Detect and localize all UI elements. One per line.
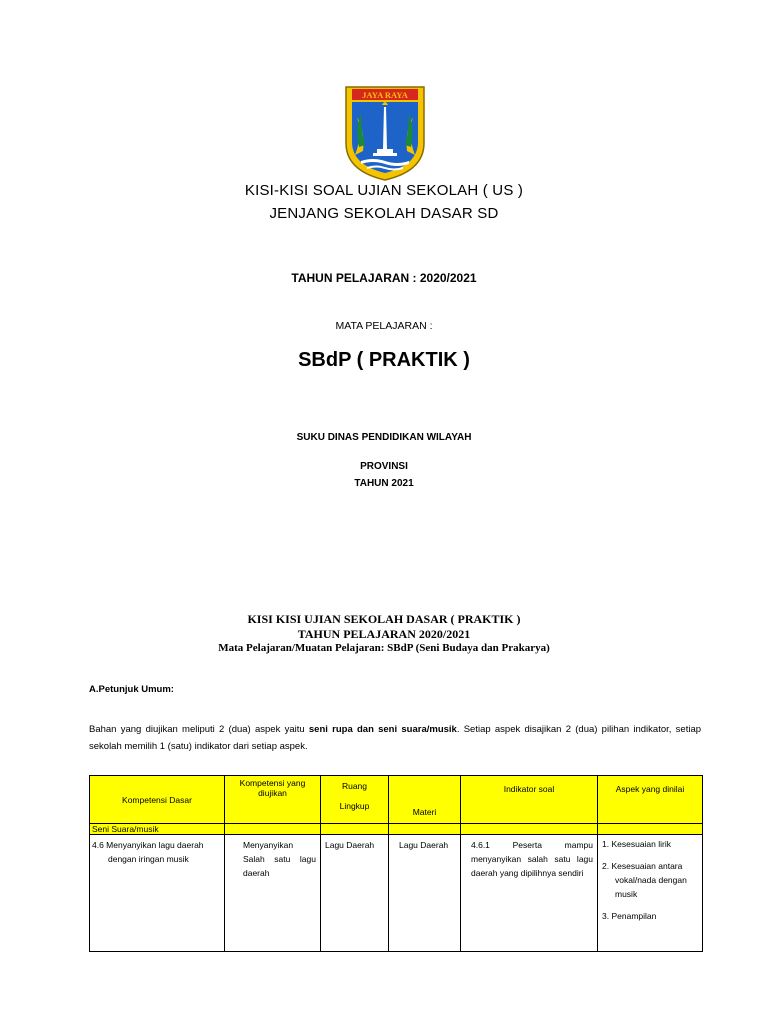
header-kompetensi-diujikan: Kompetensi yang diujikan: [225, 776, 321, 824]
section-empty-cell: [598, 824, 703, 835]
jaya-raya-emblem-logo: [343, 85, 427, 181]
aspek-item: 3. Penampilan: [602, 911, 657, 921]
intro-paragraph: [89, 721, 701, 755]
cell-materi: Lagu Daerah: [389, 835, 461, 952]
section-empty-cell: [389, 824, 461, 835]
cell-indikator-soal: 4.6.1 Peserta mampu menyanyikan salah satu lagu daerah yang dipilihnya sendiri: [461, 835, 598, 952]
section-empty-cell: [225, 824, 321, 835]
cell-kompetensi-dasar: 4.6 Menyanyikan lagu daerah dengan iringan musik: [90, 835, 225, 952]
mata-pelajaran-label: MATA PELAJARAN :: [335, 320, 433, 332]
subheader-line-1: KISI KISI UJIAN SEKOLAH DASAR ( PRAKTIK ): [247, 612, 521, 626]
subject-title: SBdP ( PRAKTIK ): [298, 349, 470, 371]
section-empty-cell: [461, 824, 598, 835]
subheader-line-2: TAHUN PELAJARAN 2020/2021: [297, 627, 471, 641]
kisi-kisi-table: [89, 775, 703, 952]
section-empty-cell: [321, 824, 389, 835]
header-indikator-soal: Indikator soal: [461, 776, 598, 824]
header-aspek-dinilai: Aspek yang dinilai: [598, 776, 703, 824]
cell-aspek-dinilai: [598, 835, 703, 952]
subheader-line-3: Mata Pelajaran/Muatan Pelajaran: SBdP (Seni Budaya dan Prakarya): [218, 642, 550, 654]
suku-dinas: SUKU DINAS PENDIDIKAN WILAYAH: [296, 432, 472, 443]
aspek-list: [602, 837, 698, 923]
section-label-seni-suara: Seni Suara/musik: [90, 824, 225, 835]
cell-ruang-lingkup: Lagu Daerah: [321, 835, 389, 952]
aspek-item: 2. Kesesuaian antara vokal/nada dengan musik: [602, 861, 687, 899]
cell-kompetensi-diujikan: Menyanyikan Salah satu lagu daerah: [225, 835, 321, 952]
header-materi: Materi: [389, 776, 461, 824]
logo-banner-text: JAYA RAYA: [362, 90, 408, 100]
provinsi: PROVINSI: [360, 461, 408, 472]
aspek-item: 1. Kesesuaian lirik: [602, 839, 671, 849]
title-line-2: JENJANG SEKOLAH DASAR SD: [269, 205, 499, 222]
intro-text-2: . Setiap aspek disajikan 2 (dua) pilihan indikator, setiap sekolah memilih 1 (satu) indikator dari setiap aspek.: [89, 724, 702, 752]
tahun: TAHUN 2021: [354, 478, 414, 489]
header-ruang-lingkup: Ruang Lingkup: [321, 776, 389, 824]
intro-text-bold: seni rupa dan seni suara/musik: [308, 724, 457, 735]
intro-text-1: Bahan yang diujikan meliputi 2 (dua) aspek yaitu: [89, 724, 309, 735]
petunjuk-heading: A.Petunjuk Umum:: [89, 684, 174, 695]
header-kompetensi-dasar: Kompetensi Dasar: [90, 776, 225, 824]
tahun-pelajaran: TAHUN PELAJARAN : 2020/2021: [291, 271, 477, 285]
title-line-1: KISI-KISI SOAL UJIAN SEKOLAH ( US ): [244, 182, 524, 199]
